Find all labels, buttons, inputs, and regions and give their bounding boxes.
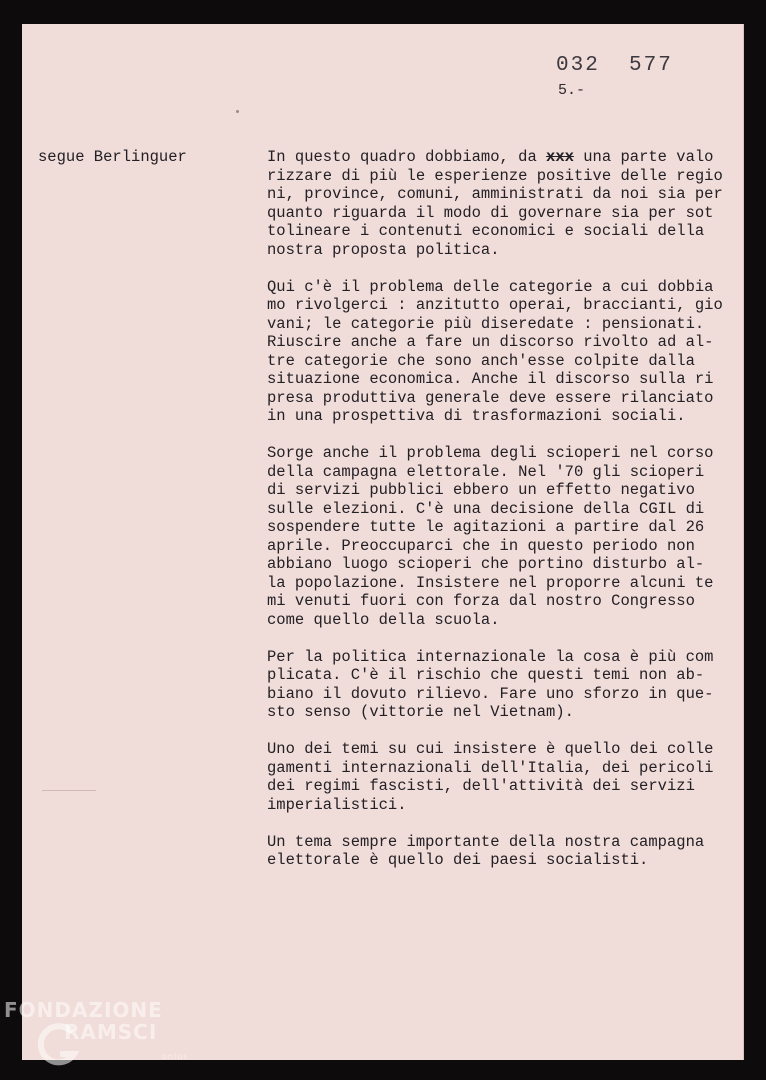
text-line: tolineare i contenuti economici e sociali della bbox=[267, 222, 705, 240]
text-line: in una prospettiva di trasformazioni sociali. bbox=[267, 407, 686, 425]
text-line: abbiano luogo scioperi che portino disturbo al- bbox=[267, 555, 705, 573]
text-line: mi venuti fuori con forza dal nostro Congresso bbox=[267, 592, 695, 610]
text-line: Sorge anche il problema degli scioperi nel corso bbox=[267, 444, 714, 462]
paragraph-3 bbox=[267, 444, 737, 629]
text-line: elettorale è quello dei paesi socialisti. bbox=[267, 851, 649, 869]
faint-scribble bbox=[42, 782, 96, 791]
speaker-label: segue Berlinguer bbox=[38, 148, 187, 166]
struck-word: xxx bbox=[546, 148, 574, 166]
text-line: biano il dovuto rilievo. Fare uno sforzo in que- bbox=[267, 684, 714, 703]
text-line: rizzare di più le esperienze positive delle regio bbox=[267, 166, 723, 185]
text-line: ni, province, comuni, amministrati da noi sia per bbox=[267, 185, 723, 203]
text-line: In questo quadro dobbiamo, da xxx una parte valo bbox=[267, 148, 714, 166]
text-line: Un tema sempre importante della nostra campagna bbox=[267, 832, 705, 851]
text-line: situazione economica. Anche il discorso sulla ri bbox=[267, 370, 714, 388]
text-line: mo rivolgerci : anzitutto operai, braccianti, gio bbox=[267, 296, 723, 314]
page-number: 5.- bbox=[558, 82, 586, 99]
body-text bbox=[267, 148, 737, 888]
watermark-line1: FONDAZIONE bbox=[4, 998, 163, 1022]
archive-number: 032 577 bbox=[556, 54, 673, 77]
text-line: aprile. Preoccuparci che in questo periodo non bbox=[267, 536, 695, 555]
text-line: sulle elezioni. C'è una decisione della CGIL di bbox=[267, 499, 705, 518]
text-line: dei regimi fascisti, dell'attività dei servizi bbox=[267, 777, 695, 795]
watermark-line3: onlus bbox=[162, 1052, 189, 1061]
text-line: della campagna elettorale. Nel '70 gli scioperi bbox=[267, 462, 705, 481]
text-line: sospendere tutte le agitazioni a partire dal 26 bbox=[267, 518, 705, 536]
watermark bbox=[4, 998, 204, 1078]
text-line: presa produttiva generale deve essere rilanciato bbox=[267, 388, 714, 407]
text-line: sto senso (vittorie nel Vietnam). bbox=[267, 703, 574, 721]
text-line: di servizi pubblici ebbero un effetto negativo bbox=[267, 481, 695, 499]
paragraph-1 bbox=[267, 148, 737, 259]
paragraph-4 bbox=[267, 648, 737, 722]
text-line: Uno dei temi su cui insistere è quello dei colle bbox=[267, 740, 714, 758]
document-page bbox=[22, 24, 744, 1060]
text-line: come quello della scuola. bbox=[267, 610, 500, 629]
pencil-dot bbox=[236, 110, 239, 113]
text-line: tre categorie che sono anch'esse colpite dalla bbox=[267, 351, 695, 370]
watermark-line2: RAMSCI bbox=[64, 1020, 158, 1044]
text-line: Qui c'è il problema delle categorie a cui dobbia bbox=[267, 277, 714, 296]
text-line: Riuscire anche a fare un discorso rivolto ad al- bbox=[267, 333, 714, 351]
text-line: gamenti internazionali dell'Italia, dei pericoli bbox=[267, 758, 714, 777]
text-line: quanto riguarda il modo di governare sia per sot bbox=[267, 203, 714, 222]
text-line: plicata. C'è il rischio che questi temi non ab- bbox=[267, 666, 705, 684]
paragraph-5 bbox=[267, 740, 737, 814]
paragraph-2 bbox=[267, 278, 737, 426]
text-line: vani; le categorie più diseredate : pensionati. bbox=[267, 314, 705, 333]
paragraph-6 bbox=[267, 833, 737, 870]
text-line: imperialistici. bbox=[267, 795, 407, 814]
text-line: nostra proposta politica. bbox=[267, 240, 500, 259]
text-line: Per la politica internazionale la cosa è più com bbox=[267, 647, 714, 666]
text-line: la popolazione. Insistere nel proporre alcuni te bbox=[267, 573, 714, 592]
